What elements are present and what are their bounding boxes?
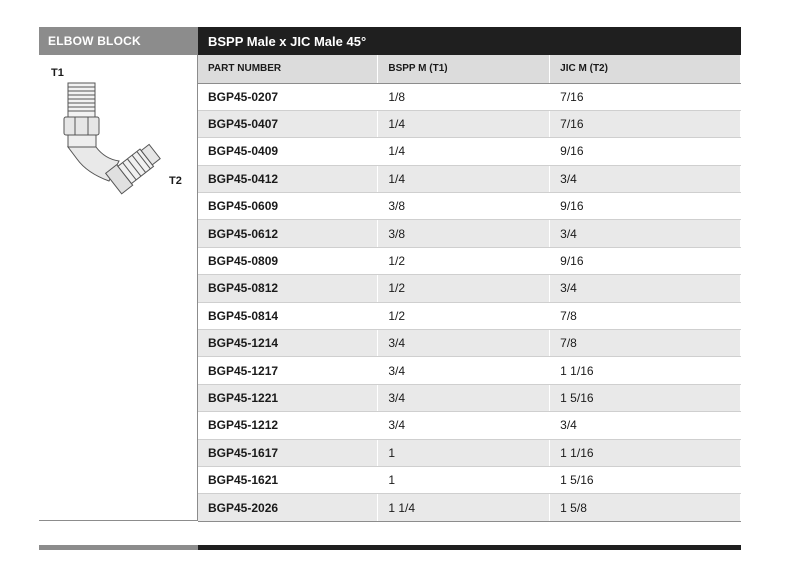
table-row: [198, 193, 741, 220]
table-row: [198, 275, 741, 302]
t1-label: T1: [51, 67, 64, 79]
bspp-cell: 1: [378, 466, 550, 493]
part-number-cell: BGP45-1221: [198, 384, 378, 411]
column-header-jic: JIC M (T2): [550, 55, 741, 83]
jic-cell: 9/16: [550, 138, 741, 165]
jic-cell: 1 5/8: [550, 494, 741, 521]
t2-label: T2: [169, 175, 182, 187]
bspp-cell: 3/4: [378, 330, 550, 357]
table-header-row: [198, 55, 741, 83]
part-number-cell: BGP45-1212: [198, 412, 378, 439]
bspp-cell: 3/4: [378, 384, 550, 411]
part-number-cell: BGP45-1217: [198, 357, 378, 384]
part-number-cell: BGP45-1621: [198, 466, 378, 493]
bspp-cell: 1/2: [378, 247, 550, 274]
jic-cell: 3/4: [550, 412, 741, 439]
part-number-cell: BGP45-0809: [198, 247, 378, 274]
part-number-cell: BGP45-0207: [198, 83, 378, 110]
jic-cell: 9/16: [550, 193, 741, 220]
table-row: [198, 466, 741, 493]
column-header-part-number: PART NUMBER: [198, 55, 378, 83]
category-header: ELBOW BLOCK: [39, 27, 198, 55]
part-number-cell: BGP45-2026: [198, 494, 378, 521]
jic-cell: 3/4: [550, 275, 741, 302]
jic-cell: 3/4: [550, 165, 741, 192]
jic-cell: 9/16: [550, 247, 741, 274]
bspp-cell: 1/2: [378, 302, 550, 329]
part-number-cell: BGP45-0612: [198, 220, 378, 247]
part-number-cell: BGP45-1214: [198, 330, 378, 357]
fitting-diagram-panel: [39, 55, 198, 521]
bspp-cell: 1/8: [378, 83, 550, 110]
bspp-cell: 1 1/4: [378, 494, 550, 521]
table-row: [198, 494, 741, 521]
table-row: [198, 302, 741, 329]
table-row: [198, 412, 741, 439]
footer-bar-right: [198, 545, 741, 550]
jic-cell: 7/8: [550, 302, 741, 329]
table-row: [198, 83, 741, 110]
bspp-cell: 1/4: [378, 165, 550, 192]
part-number-cell: BGP45-0407: [198, 110, 378, 137]
table-row: [198, 439, 741, 466]
parts-table: [198, 55, 741, 522]
bspp-cell: 3/4: [378, 357, 550, 384]
bspp-cell: 3/4: [378, 412, 550, 439]
part-number-cell: BGP45-0409: [198, 138, 378, 165]
table-row: [198, 165, 741, 192]
part-number-cell: BGP45-0812: [198, 275, 378, 302]
part-number-cell: BGP45-1617: [198, 439, 378, 466]
bspp-cell: 1/2: [378, 275, 550, 302]
jic-cell: 3/4: [550, 220, 741, 247]
bspp-cell: 1/4: [378, 138, 550, 165]
jic-cell: 7/8: [550, 330, 741, 357]
table-row: [198, 138, 741, 165]
table-row: [198, 357, 741, 384]
jic-cell: 7/16: [550, 110, 741, 137]
table-title: BSPP Male x JIC Male 45°: [198, 27, 741, 55]
bspp-cell: 3/8: [378, 220, 550, 247]
bspp-cell: 3/8: [378, 193, 550, 220]
jic-cell: 1 1/16: [550, 439, 741, 466]
bspp-cell: 1/4: [378, 110, 550, 137]
jic-cell: 1 5/16: [550, 384, 741, 411]
bspp-cell: 1: [378, 439, 550, 466]
jic-cell: 7/16: [550, 83, 741, 110]
column-header-bspp: BSPP M (T1): [378, 55, 550, 83]
footer-bar-left: [39, 545, 198, 550]
part-number-cell: BGP45-0412: [198, 165, 378, 192]
part-number-cell: BGP45-0609: [198, 193, 378, 220]
jic-cell: 1 5/16: [550, 466, 741, 493]
table-row: [198, 110, 741, 137]
table-row: [198, 384, 741, 411]
part-number-cell: BGP45-0814: [198, 302, 378, 329]
table-row: [198, 247, 741, 274]
jic-cell: 1 1/16: [550, 357, 741, 384]
table-row: [198, 220, 741, 247]
table-row: [198, 330, 741, 357]
